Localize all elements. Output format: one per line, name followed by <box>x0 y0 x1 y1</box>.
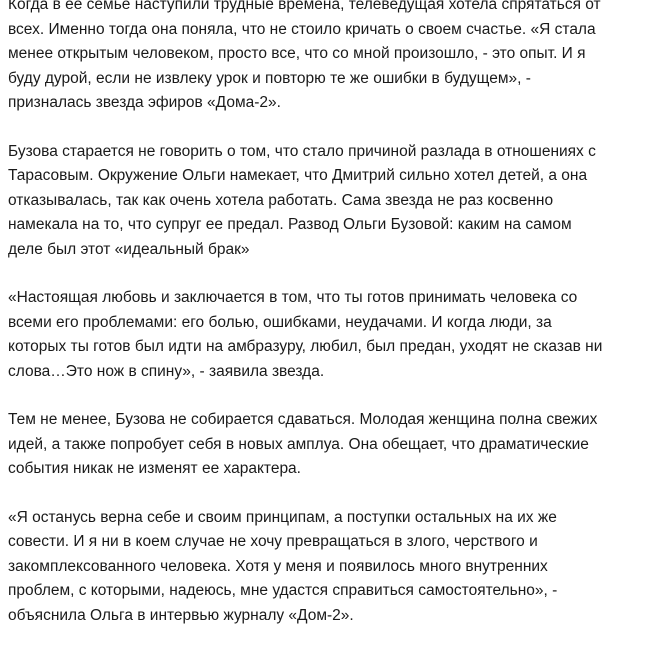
text-line: всех. Именно тогда она поняла, что не стоило кричать о своем счастье. «Я стала <box>8 20 596 38</box>
paragraph-5-quote <box>8 506 662 629</box>
paragraph-3-quote <box>8 286 662 384</box>
text-line: «Я останусь верна себе и своим принципам, а поступки остальных на их же <box>8 508 557 526</box>
text-line: Бузова старается не говорить о том, что стало причиной разлада в отношениях с <box>8 142 596 160</box>
text-line: объяснила Ольга в интервью журналу «Дом-2». <box>8 606 354 624</box>
text-line: которых ты готов был идти на амбразуру, любил, был предан, уходят не сказав ни <box>8 338 603 355</box>
text-line: идей, а также попробует себя в новых амплуа. Она обещает, что драматические <box>8 435 589 453</box>
text-line: Когда в ее семье наступили трудные времена, телеведущая хотела спрятаться от <box>8 0 601 13</box>
paragraph-2 <box>8 140 662 263</box>
article-body <box>8 0 662 652</box>
text-line: Тем не менее, Бузова не собирается сдаваться. Молодая женщина полна свежих <box>8 411 598 428</box>
text-line: проблем, с которыми, надеюсь, мне удастся справиться самостоятельно», - <box>8 582 558 599</box>
text-line: слова…Это нож в спину», - заявила звезда. <box>8 362 325 380</box>
text-line: призналась звезда эфиров «Дома-2». <box>8 94 281 111</box>
text-line: деле был этот «идеальный брак» <box>8 240 250 258</box>
text-line: отказывалась, так как очень хотела работать. Сама звезда не раз косвенно <box>8 191 554 209</box>
text-line: закомплексованного человека. Хотя у меня и появилось много внутренних <box>8 557 548 575</box>
paragraph-4 <box>8 408 662 482</box>
text-line: намекала на то, что супруг ее предал. Развод Ольги Бузовой: каким на самом <box>8 216 572 233</box>
text-line: «Настоящая любовь и заключается в том, что ты готов принимать человека со <box>8 289 578 306</box>
paragraph-1 <box>8 0 662 116</box>
text-line: Тарасовым. Окружение Ольги намекает, что Дмитрий сильно хотел детей, а она <box>8 167 588 184</box>
text-line: буду дурой, если не извлеку урок и повторю те же ошибки в будущем», - <box>8 69 531 87</box>
text-line: менее открытым человеком, просто все, что со мной произошло, - это опыт. И я <box>8 45 586 62</box>
text-line: события никак не изменят ее характера. <box>8 460 301 477</box>
text-line: совести. И я ни в коем случае не хочу превращаться в злого, черствого и <box>8 533 538 550</box>
text-line: всеми его проблемами: его болью, ошибками, неудачами. И когда люди, за <box>8 313 552 331</box>
